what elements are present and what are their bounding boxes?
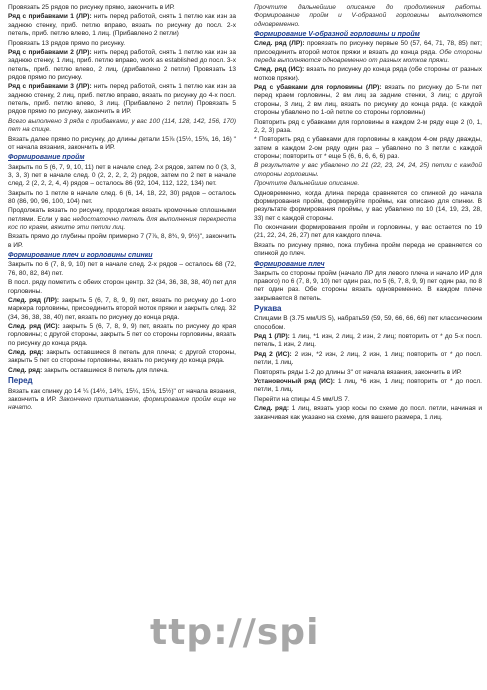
section-heading: Формирование плеч [254,260,325,268]
paragraph: Вязать как спинку до 14 ¼ (14½, 14¾, 15¼, 15⅛, 15½)" от начала вязания, закончить в ИР. Закончено приталивание, формирование пройм еще не начато. [8,387,236,412]
paragraph: Закрыть по 5 (6, 7, 9, 10, 11) пет в начале след. 2-х рядов, затем по 0 (3, 3, 3, 3, 3) пет в начале след. 0 (2, 2, 2, 2, 2) рядов, затем по 2 пет в начале след. 2 (2, 2, 2, 4, 4) рядов – осталось 86 (92, 104, 112, 122, 134) пет. [8,163,236,188]
paragraph: В результате у вас убавлено по 21 (22, 23, 24, 24, 25) петли с каждой стороны горловины. [254,162,482,178]
paragraph: Ряд с прибавками 2 (ЛР): нить перед работой, снять 1 петлю как изн за заднюю стенку, 1 лиц, приб. петлю вправо, work as established до посл. 3-х петель, приб. петлю влево, 2 лиц. (дрибавлено 2 петли) Провязать 13 рядов прямо по рисунку. [8,49,236,81]
paragraph: * Повторить ряд с убавками для горловины в каждом 4-ом ряду дважды, затем в каждом 2-ом ряду один раз – убавлено по 3 петли с каждой стороны; повторить от * еще 5 (6, 6, 6, 6, 6) раз. [254,136,482,160]
paragraph: Ряд с убавками для горловины (ЛР): вязать по рисунку до 5-ти пет перед краем горловины, 2 вм лиц за задние стенки, 3 лиц; с другой стороны, 3 лиц, 2 вм лиц, вязать по рисунку до конца ряда. (с каждой стороны убавлено по 1-ой петле со стороны горловины) [254,84,483,117]
paragraph: По окончании формирования пройм и горловины, у вас остается по 19 (21, 22, 24, 26, 27) пет для каждого плеча. [254,224,482,240]
paragraph: Закрыть по 1 петле в начале след. 6 (6, 14, 18, 22, 30) рядов – осталось 80 (86, 90, 96, 100, 104) пет. [8,189,236,205]
paragraph: След. ряд: закрыть оставшиеся 8 петель для плеча. [8,366,169,374]
paragraph: Продолжать вязать по рисунку, продолжая вязать кромочные сплошными петлями. Если у вас недостаточно петель для выполнения перекреста кос по краям, вяжите эти петли лиц. [8,207,236,231]
right-column [254,4,482,423]
paragraph: Провязать 25 рядов по рисунку прямо, закончить в ИР. [8,4,175,11]
left-column [8,4,236,414]
paragraph: Ряд с прибавками 3 (ЛР): нить перед работой, снять 1 петлю как изн за заднюю стенку, 2 лиц, приб. петлю вправо, вязать по рисунку до 4-х посл. петель, приб. петлю влево, 3 лиц. (Прибавлено 2 петли) Провязать 5 рядов прямо по рисунку, закончить в ИР. [8,83,236,116]
paragraph: Прочтите дальнейшие описание. [254,180,360,188]
paragraph: Установочный ряд (ИС): 1 лиц, *6 изн, 1 лиц; повторить от * до посл. петли, 1 лиц. [254,378,483,394]
paragraph: Спицами В (3.75 мм/US 5), набрать59 (59, 59, 66, 66, 66) пет классическим способом. [254,315,482,331]
paragraph: След. ряд (ИС): закрыть 5 (6, 7, 8, 9, 9) пет, вязать по рисунку до края горловины; с другой стороны, закрыть 5 пет со стороны горловины, вязать по рисунку до конца ряда. [8,323,236,347]
paragraph: Закрыть со стороны пройм (начало ЛР для левого плеча и начало ИР для правого) по 6 (7, 8, 9, 10) пет один раз, по 5 (6, 7, 8, 9, 9) пет один раз, по 8 пет один раз. Обе стороны вязать одновременно. В каждом плече закрывается 8 петель. [254,269,482,302]
paragraph: В посл. ряду пометить с обеих сторон центр. 32 (34, 36, 38, 38, 40) пет для горловины. [8,279,236,295]
paragraph: Вязать прямо до глубины пройм примерно 7 (7⅞, 8, 8¾, 9, 9½)", закончить в ИР. [8,233,236,249]
section-heading: Перед [8,376,33,386]
paragraph: Ряд 1 (ЛР): 1 лиц, *1 изн, 2 лиц, 2 изн, 2 лиц; повторить от * до 5-х посл. петель, 1 изн, 2 лиц. [254,333,482,349]
paragraph: Провязать 13 рядов прямо по рисунку. [8,39,126,47]
paragraph: Ряд с прибавками 1 (ЛР): нить перед работой, снять 1 петлю как изн за заднюю стенку, приб. петлю вправо, вязать по рисунку до посл. 2-х петель, приб. петлю влево, 1 лиц. (Прибавлено 2 петли) [8,13,236,38]
paragraph: Ряд 2 (ИС): 2 изн, *2 изн, 2 лиц, 2 изн, 1 лиц; повторить от * до посл. петли, 1 лиц. [254,350,482,367]
paragraph: Прочтите дальнейшие описание до продолжения работы. Формирование пройм и V-образной горловины выполняются одновременно. [254,4,482,28]
paragraph: След. ряд (ИС): вязать по рисунку до конца ряда (обе стороны от разных мотков пряжи). [254,66,483,82]
paragraph: Закрыть по 6 (7, 8, 9, 10) пет в начале след. 2-х рядов – осталось 68 (72, 76, 80, 82, 84) пет. [8,261,236,277]
paragraph: Перейти на спицы 4.5 мм/US 7. [254,395,350,403]
paragraph: Вязать по рисунку прямо, пока глубина пройм переда не сравняется со спинкой до плеч. [254,241,482,258]
paragraph: Повторить ряд с убавками для горловины в каждом 2-м ряду еще 2 (0, 1, 2, 2, 3) раза. [254,118,482,134]
section-heading: Формирование плеч и горловины спинки [8,252,153,260]
paragraph: След. ряд (ЛР): провязать по рисунку первые 50 (57, 64, 71, 78, 85) пет; присоединить второй моток пряжи и вязать до конца ряда. Обе стороны переда выполняются одновременно от разных мотков пряжи. [254,40,482,64]
paragraph: Повторять ряды 1-2 до длины 3" от начала вязания, закончить в ИР. [254,368,462,376]
section-heading: Формирование пройм [8,154,85,162]
paragraph: След. ряд: закрыть оставшиеся 8 петель для плеча; с другой стороны, закрыть 5 пет со стороны горловины, вязать по рисунку до конца ряда. [8,349,236,365]
paragraph: След. ряд: 1 лиц, вязать узор косы по схеме до посл. петли, начиная и заканчивая как указано на схеме, для вашего размера, 1 лиц. [254,405,483,421]
section-heading: Формирование V-образной горловины и пройм [254,31,420,39]
section-heading: Рукава [254,304,282,314]
paragraph: Вязать далее прямо по рисунку, до длины детали 15⅞ (15½, 15⅜, 16, 16) " от начала вязания, закончить в ИР. [8,135,236,151]
paragraph: Одновременно, когда длина переда сравняется со спинкой до начала формирования пройм, формируйте проймы, как описано для спинки. В результате формирования проймы, у вас убавлено по 10 (14, 19, 23, 28, 33) пет с каждой стороны. [254,189,482,222]
watermark-url: ttp://spi [150,612,320,653]
paragraph: Всего выполнено 3 ряда с прибавками, у вас 100 (114, 128, 142, 156, 170) пет на спице. [8,117,236,134]
paragraph: След. ряд (ЛР): закрыть 5 (6, 7, 8, 9, 9) пет, вязать по рисунку до 1-ого маркера горловины, присоединить второй моток пряжи и закрыть след. 32 (34, 36, 38, 38, 40) пет, вязать по рисунку до конца ряда. [8,297,236,321]
